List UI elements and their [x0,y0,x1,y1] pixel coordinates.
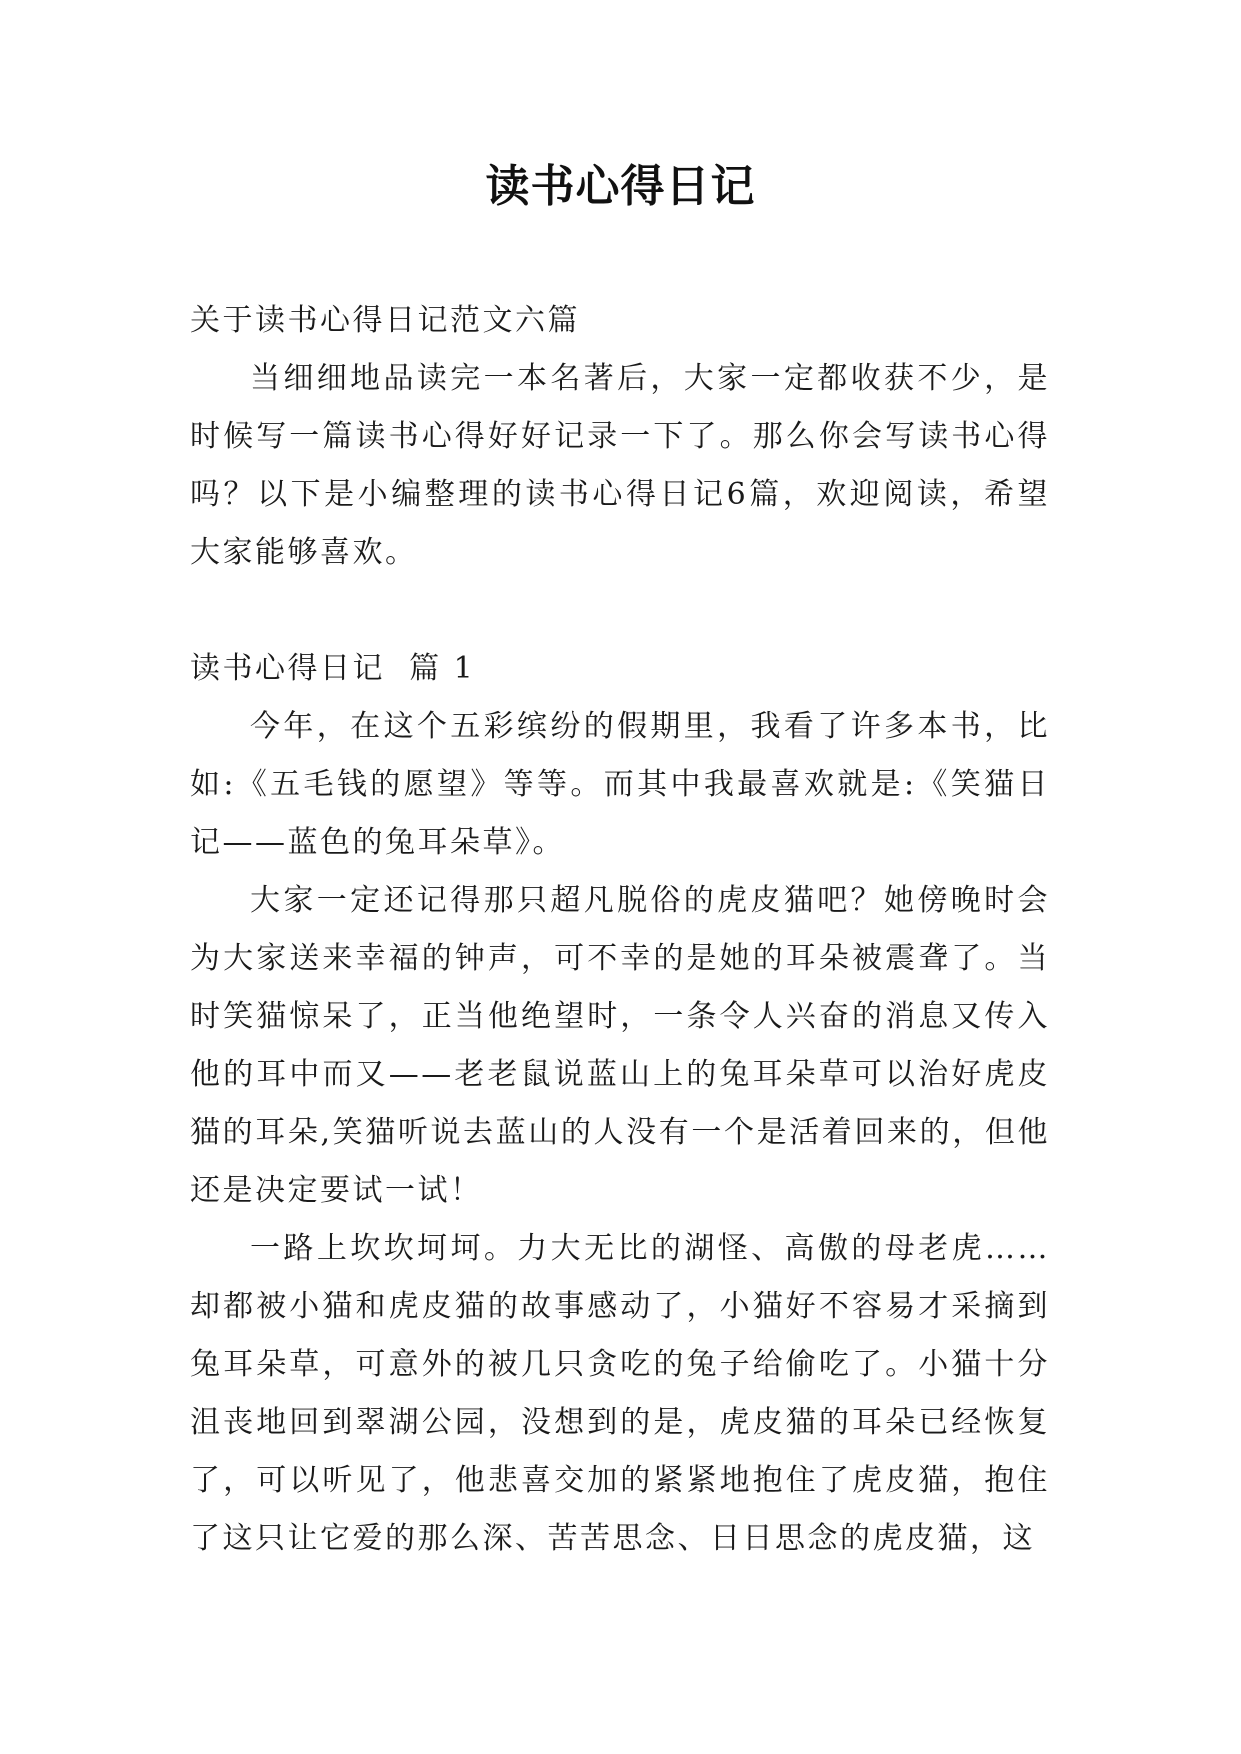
intro-paragraph: 当细细地品读完一本名著后，大家一定都收获不少，是时候写一篇读书心得好好记录一下了。那么你会写读书心得吗？以下是小编整理的读书心得日记6篇，欢迎阅读，希望大家能够喜欢。 [190,361,1050,570]
intro-heading: 关于读书心得日记范文六篇 [190,303,580,338]
section-1-paragraph-1: 今年，在这个五彩缤纷的假期里，我看了许多本书，比如:《五毛钱的愿望》等等。而其中我最喜欢就是:《笑猫日记——蓝色的兔耳朵草》。 [190,709,1050,860]
document-body [190,292,1050,1568]
section-spacer [190,582,1050,640]
section-1-heading: 读书心得日记 篇 1 [190,651,476,686]
section-1-paragraph-2: 大家一定还记得那只超凡脱俗的虎皮猫吧？她傍晚时会为大家送来幸福的钟声，可不幸的是她的耳朵被震聋了。当时笑猫惊呆了，正当他绝望时，一条令人兴奋的消息又传入他的耳中而又——老老鼠说蓝山上的兔耳朵草可以治好虎皮猫的耳朵,笑猫听说去蓝山的人没有一个是活着回来的，但他还是决定要试一试！ [190,883,1050,1208]
section-1-paragraph-3: 一路上坎坎坷坷。力大无比的湖怪、高傲的母老虎……却都被小猫和虎皮猫的故事感动了，小猫好不容易才采摘到兔耳朵草，可意外的被几只贪吃的兔子给偷吃了。小猫十分沮丧地回到翠湖公园，没想到的是，虎皮猫的耳朵已经恢复了，可以听见了，他悲喜交加的紧紧地抱住了虎皮猫，抱住了这只让它爱的那么深、苦苦思念、日日思念的虎皮猫，这 [190,1231,1050,1556]
document-title: 读书心得日记 [485,161,756,212]
